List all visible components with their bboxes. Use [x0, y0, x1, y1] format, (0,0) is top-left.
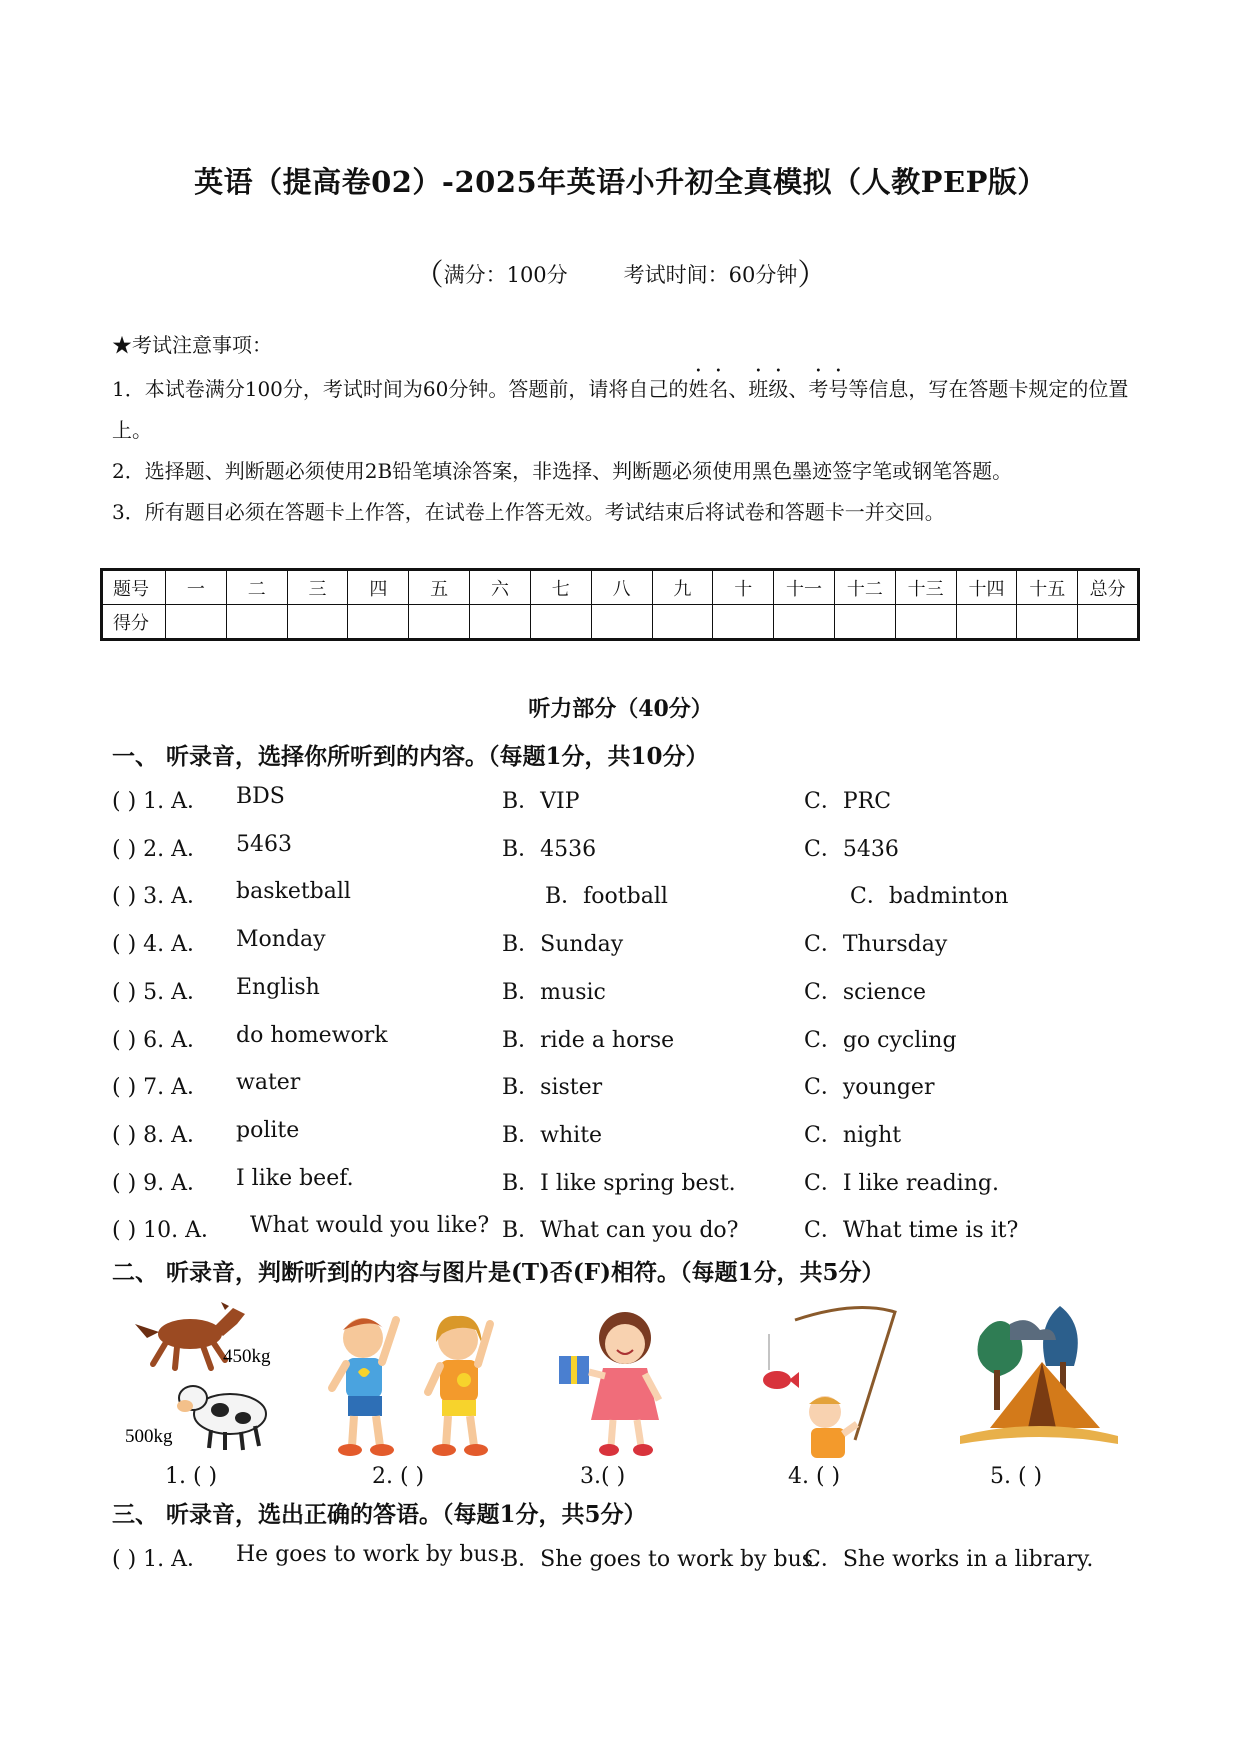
- score-table-cell[interactable]: [287, 605, 348, 640]
- option-b: B．sister: [502, 1075, 603, 1101]
- score-table-column-header: 十: [713, 570, 774, 605]
- girl-gift-icon: [559, 1312, 659, 1456]
- question-row: [112, 1070, 1142, 1110]
- answer-bracket[interactable]: ( ) 10. A．: [112, 1218, 224, 1244]
- question-row: [112, 975, 1142, 1015]
- score-table-cell[interactable]: [713, 605, 774, 640]
- option-a: Monday: [236, 927, 326, 953]
- option-b: B．football: [545, 884, 668, 910]
- girl-with-gift-picture: [555, 1300, 685, 1460]
- page-title: 英语（提高卷02）-2025年英语小升初全真模拟（人教PEP版）: [194, 165, 1047, 199]
- option-c: C．science: [804, 979, 927, 1005]
- kids-exercising-picture: [318, 1300, 518, 1460]
- cow-icon: [177, 1386, 266, 1450]
- option-b: B．I like spring best.: [502, 1170, 736, 1196]
- score-table-cell[interactable]: [409, 605, 470, 640]
- score-table-column-header: 八: [591, 570, 652, 605]
- answer-bracket[interactable]: ( ) 8. A．: [112, 1122, 210, 1148]
- score-table-column-header: 三: [287, 570, 348, 605]
- score-table-cell[interactable]: [652, 605, 713, 640]
- girl-icon: [428, 1316, 490, 1456]
- score-table-column-header: 十五: [1017, 570, 1078, 605]
- notice-item-2: 2．选择题、判断题必须使用2B铅笔填涂答案，非选择、判断题必须使用黑色墨迹签字笔或钢笔答题。: [112, 459, 1013, 483]
- option-b: B．ride a horse: [502, 1027, 675, 1053]
- score-table-cell[interactable]: [226, 605, 287, 640]
- part1-heading: 一、 听录音，选择你所听到的内容。（每题1分，共10分）: [112, 743, 709, 770]
- question-row: [112, 1213, 1142, 1253]
- option-c: C．PRC: [804, 789, 892, 814]
- boy-icon: [332, 1318, 396, 1456]
- fishing-boy-icon: [763, 1308, 895, 1459]
- horse-weight: 450kg: [223, 1346, 271, 1367]
- picture-answer-bracket[interactable]: 4. ( ): [788, 1464, 841, 1489]
- answer-bracket[interactable]: ( ) 3. A．: [112, 884, 210, 910]
- option-b: B．She goes to work by bus.: [502, 1547, 821, 1572]
- score-table-column-header: 十二: [834, 570, 895, 605]
- score-table-column-header: 十一: [774, 570, 835, 605]
- question-row: [112, 879, 1142, 919]
- option-b: B．music: [502, 979, 606, 1005]
- option-b: B．white: [502, 1122, 603, 1148]
- answer-bracket[interactable]: ( ) 9. A．: [112, 1170, 210, 1196]
- answer-bracket[interactable]: ( ) 2. A．: [112, 836, 210, 862]
- option-a: basketball: [236, 879, 351, 905]
- score-table-cell[interactable]: [956, 605, 1017, 640]
- option-a: polite: [236, 1117, 300, 1143]
- question-row: [112, 1542, 1142, 1582]
- score-table-cell[interactable]: [591, 605, 652, 640]
- option-c: C．younger: [804, 1075, 935, 1101]
- cow-weight: 500kg: [125, 1426, 173, 1447]
- part3-heading: 三、 听录音，选出正确的答语。（每题1分，共5分）: [112, 1501, 647, 1528]
- score-table-label: 题号: [102, 570, 166, 605]
- option-c: C．She works in a library.: [804, 1547, 1094, 1572]
- score-table-column-header: 一: [166, 570, 227, 605]
- score-table-header-row: [102, 570, 1139, 605]
- score-table-column-header: 五: [409, 570, 470, 605]
- picture-answer-bracket[interactable]: 5. ( ): [990, 1464, 1043, 1489]
- score-table-cell[interactable]: [895, 605, 956, 640]
- boy-fishing-picture: [755, 1300, 905, 1460]
- score-table-column-header: 九: [652, 570, 713, 605]
- score-table-cell[interactable]: [470, 605, 531, 640]
- option-a: water: [236, 1070, 301, 1096]
- score-table: [100, 568, 1140, 641]
- horse-cow-picture: [125, 1302, 285, 1452]
- score-table-column-header: 二: [226, 570, 287, 605]
- score-table-cell[interactable]: [530, 605, 591, 640]
- score-table-cell[interactable]: [834, 605, 895, 640]
- question-row: [112, 784, 1142, 824]
- time-limit: 考试时间：60分钟: [623, 263, 798, 287]
- answer-bracket[interactable]: ( ) 7. A．: [112, 1075, 210, 1101]
- camping-tent-picture: [950, 1296, 1120, 1456]
- score-table-cell[interactable]: [348, 605, 409, 640]
- option-b: B．Sunday: [502, 932, 624, 958]
- exam-info: [0, 250, 1241, 294]
- bracket-open: （: [413, 258, 444, 293]
- notice-item-1: 1．本试卷满分100分，考试时间为60分钟。答题前，请将自己的姓名、班级、考号等信息，写在答题卡规定的位置上。: [112, 377, 1129, 442]
- score-table-cell[interactable]: [1017, 605, 1078, 640]
- picture-answer-bracket[interactable]: 3.( ): [580, 1464, 626, 1489]
- score-total: 满分：100分: [443, 263, 568, 287]
- exam-notices: [112, 325, 1142, 533]
- option-b: B．4536: [502, 836, 597, 862]
- option-c: C．Thursday: [804, 932, 948, 958]
- question-row: [112, 927, 1142, 967]
- option-a: 5463: [236, 831, 292, 857]
- question-row: [112, 832, 1142, 872]
- option-a: What would you like?: [250, 1213, 490, 1239]
- score-table-cell[interactable]: [1078, 605, 1139, 640]
- question-row: [112, 1023, 1142, 1063]
- score-table-column-header: 总分: [1078, 570, 1139, 605]
- option-a: He goes to work by bus.: [236, 1542, 506, 1567]
- answer-bracket[interactable]: ( ) 1. A．: [112, 1547, 210, 1572]
- question-row: [112, 1118, 1142, 1158]
- section-heading: 听力部分（40分）: [528, 696, 713, 722]
- option-a: I like beef.: [236, 1165, 354, 1191]
- question-row: [112, 1166, 1142, 1206]
- score-table-column-header: 十四: [956, 570, 1017, 605]
- notice-heading: ★考试注意事项：: [112, 333, 272, 357]
- score-table-column-header: 六: [470, 570, 531, 605]
- option-c: C．5436: [804, 836, 899, 862]
- notice-item-3: 3．所有题目必须在答题卡上作答，在试卷上作答无效。考试结束后将试卷和答题卡一并交回。: [112, 500, 945, 524]
- tent-icon: [960, 1306, 1118, 1444]
- option-c: C．badminton: [850, 884, 1009, 910]
- score-table-column-header: 七: [530, 570, 591, 605]
- picture-answer-bracket[interactable]: 2. ( ): [372, 1464, 425, 1489]
- score-table-column-header: 十三: [895, 570, 956, 605]
- option-b: B．VIP: [502, 789, 580, 814]
- option-b: B．What can you do?: [502, 1218, 739, 1244]
- option-c: C．What time is it?: [804, 1218, 1019, 1244]
- picture-answer-bracket[interactable]: 1. ( ): [165, 1464, 218, 1489]
- score-table-cell[interactable]: [774, 605, 835, 640]
- score-table-label: 得分: [102, 605, 166, 640]
- option-a: BDS: [236, 784, 285, 809]
- answer-bracket[interactable]: ( ) 6. A．: [112, 1027, 210, 1053]
- answer-bracket[interactable]: ( ) 4. A．: [112, 932, 210, 958]
- answer-bracket[interactable]: ( ) 5. A．: [112, 979, 210, 1005]
- score-table-cell[interactable]: [166, 605, 227, 640]
- answer-bracket[interactable]: ( ) 1. A．: [112, 789, 210, 814]
- score-table-score-row: [102, 605, 1139, 640]
- option-a: English: [236, 974, 320, 1000]
- bracket-close: ）: [797, 258, 828, 293]
- part2-heading: 二、 听录音，判断听到的内容与图片是(T)否(F)相符。（每题1分，共5分）: [112, 1259, 885, 1286]
- option-c: C．night: [804, 1122, 902, 1148]
- option-c: C．I like reading.: [804, 1170, 999, 1196]
- option-c: C．go cycling: [804, 1027, 957, 1053]
- score-table-column-header: 四: [348, 570, 409, 605]
- option-a: do homework: [236, 1022, 388, 1048]
